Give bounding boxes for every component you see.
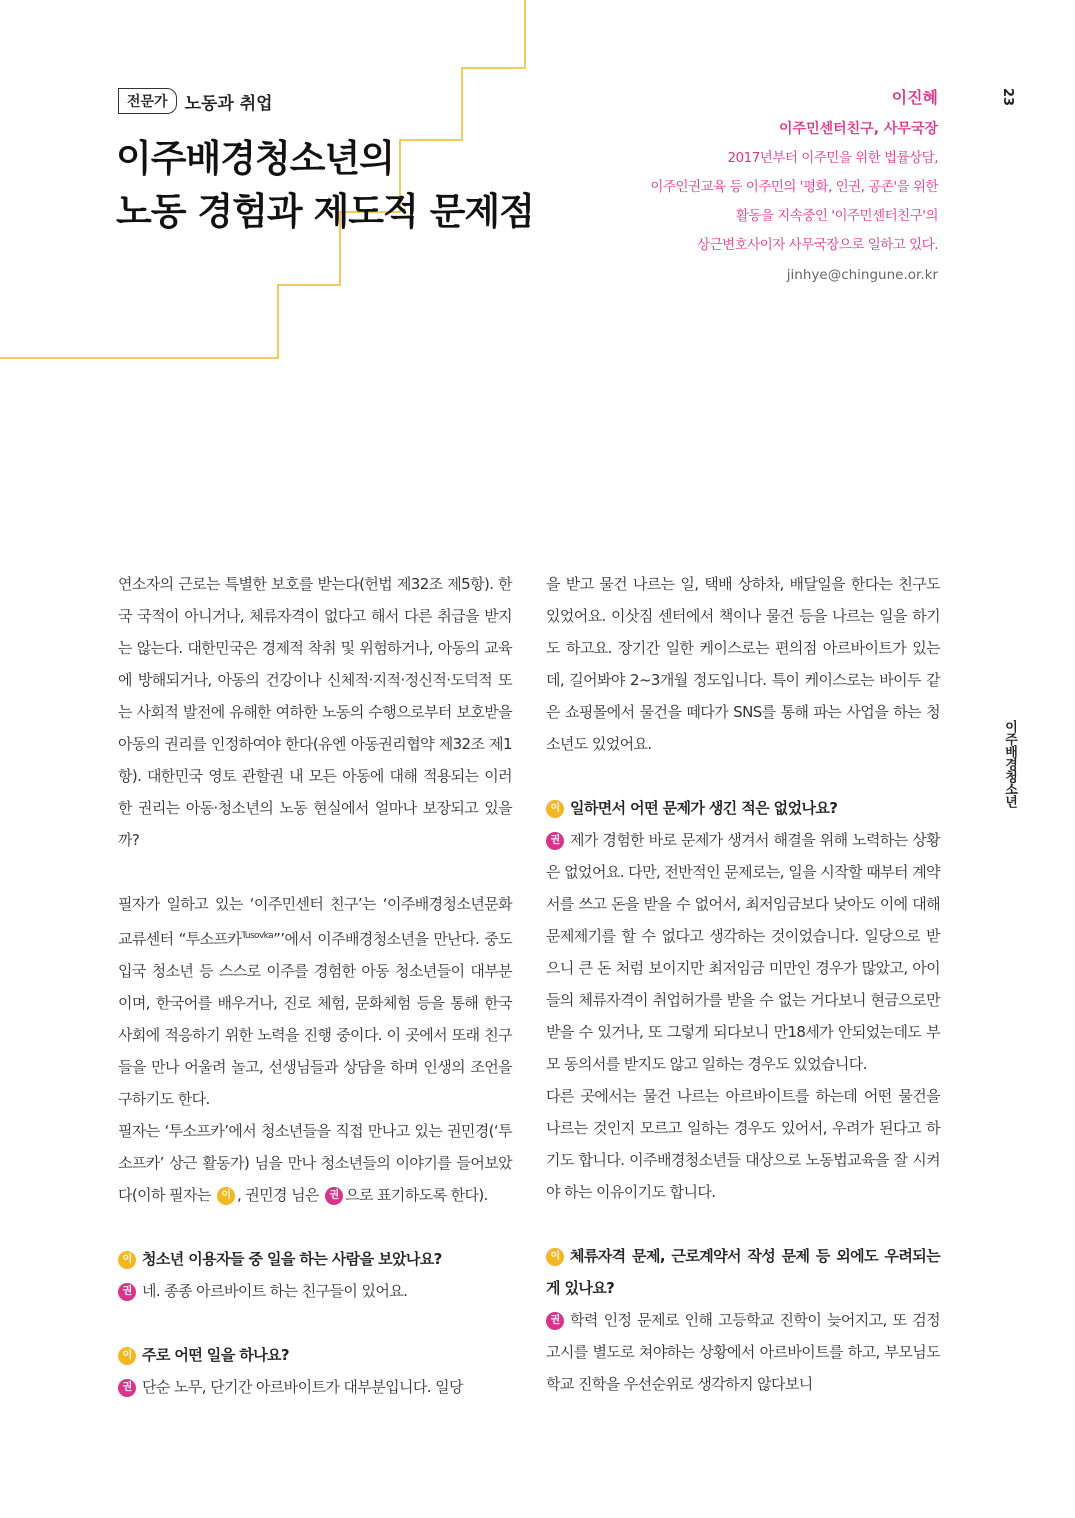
interviewer-badge-icon: 이: [546, 1248, 564, 1266]
article-title: [116, 132, 534, 238]
paragraph-text: 필자는 ‘투소프카’에서 청소년들을 직접 만나고 있는 권민경(‘투소프카’ 상근 활동가) 님을 만나 청소년들의 이야기를 들어보았다(이하 필자는: [118, 1122, 512, 1204]
interviewee-badge-icon: 권: [118, 1379, 136, 1397]
answer-2-continued: 을 받고 물건 나르는 일, 택배 상하차, 배달일을 한다는 친구도 있었어요. 이삿짐 센터에서 책이나 물건 등을 나르는 일을 하기도 하고요. 장기간 일한 케이스로는 편의점 아르바이트가 있는데, 길어봐야 2~3개월 정도입니다. 특이 케이스로는 바이두 같은 쇼핑몰에서 물건을 떼다가 SNS를 통해 파는 사업을 하는 청소년도 있었어요.: [546, 575, 940, 753]
paragraph-interview-intro: [118, 1115, 512, 1211]
category-title: 노동과 취업: [184, 93, 273, 114]
category-header: [118, 88, 273, 114]
interviewee-badge-icon: 권: [118, 1283, 136, 1301]
category-tag: 전문가: [118, 88, 177, 114]
interviewee-badge-icon: 권: [546, 832, 564, 850]
interviewee-badge-icon: 권: [546, 1312, 564, 1330]
answer-text: 단순 노무, 단기간 아르바이트가 대부분입니다. 일당: [142, 1378, 463, 1396]
paragraph-tusovka: [118, 888, 512, 1115]
interviewer-badge-icon: 이: [546, 800, 564, 818]
page-number: 23: [1000, 88, 1015, 107]
interviewer-badge-icon: 이: [118, 1251, 136, 1269]
answer-3: [546, 824, 940, 1080]
author-name: 이진혜: [891, 88, 938, 107]
question-text: 주로 어떤 일을 하나요?: [142, 1346, 289, 1364]
answer-text: 제가 경험한 바로 문제가 생겨서 해결을 위해 노력하는 상황은 없었어요. 다만, 전반적인 문제로는, 일을 시작할 때부터 계약서를 쓰고 돈을 받을 수 없어서, 최저임금보다 낮아도 이에 대해 문제제기를 할 수 없다고 생각하는 것이었습니다. 일당으로 받으니 큰 돈 처럼 보이지만 최저임금 미만인 경우가 많았고, 아이들의 체류자격이 취업허가를 받을 수 없는 거다보니 현금으로만 받을 수 있거나, 또 그렇게 되다보니 만18세가 안되었는데도 부모 동의서를 받지도 않고 일하는 경우도 있었습니다.: [546, 831, 940, 1073]
question-text: 청소년 이용자들 중 일을 하는 사람을 보았나요?: [142, 1250, 442, 1268]
interviewer-badge-icon: 이: [217, 1187, 235, 1205]
author-box: [578, 86, 938, 290]
intro-paragraph: 연소자의 근로는 특별한 보호를 받는다(헌법 제32조 제5항). 한국 국적이 아니거나, 체류자격이 없다고 해서 다른 취급을 받지는 않는다. 대한민국은 경제적 착취 및 위험하거나, 아동의 교육에 방해되거나, 아동의 건강이나 신체적·지적·정신적·도덕적 또는 사회적 발전에 유해한 여하한 노동의 수행으로부터 보호받을 아동의 권리를 인정하여야 한다(유엔 아동권리협약 제32조 제1항). 대한민국 영토 관할권 내 모든 아동에 대해 적용되는 이러한 권리는 아동·청소년의 노동 현실에서 얼마나 보장되고 있을까?: [118, 575, 512, 849]
right-column: [546, 568, 940, 1400]
left-column: [118, 568, 512, 1403]
question-text: 일하면서 어떤 문제가 생긴 적은 없었나요?: [570, 799, 838, 817]
author-bio-line: 상근변호사이자 사무국장으로 일하고 있다.: [697, 237, 938, 253]
paragraph-text: 필자가 일하고 있는 ‘이주민센터 친구’는 ‘이주배경청소년문화교류센터 “투소프카: [118, 895, 512, 948]
side-running-title: 이주배경청소년: [1002, 720, 1017, 808]
question-3: [546, 792, 940, 824]
paragraph-text: , 권민경 님은: [236, 1186, 319, 1204]
title-line-2: 노동 경험과 제도적 문제점: [116, 190, 534, 233]
paragraph-text: 으로 표기하도록 한다).: [345, 1186, 488, 1204]
title-line-1: 이주배경청소년의: [116, 137, 394, 180]
interviewer-badge-icon: 이: [118, 1347, 136, 1365]
answer-3-continued: 다른 곳에서는 물건 나르는 아르바이트를 하는데 어떤 물건을 나르는 것인지 모르고 일하는 경우도 있어서, 우려가 된다고 하기도 합니다. 이주배경청소년들 대상으로 노동법교육을 잘 시켜야 하는 이유이기도 합니다.: [546, 1087, 940, 1201]
interviewee-badge-icon: 권: [325, 1187, 343, 1205]
paragraph-text: ”’에서 이주배경청소년을 만난다. 중도입국 청소년 등 스스로 이주를 경험한 아동 청소년들이 대부분이며, 한국어를 배우거나, 진로 체험, 문화체험 등을 통해 한국 사회에 적응하기 위한 노력을 진행 중이다. 이 곳에서 또래 친구들을 만나 어울려 놀고, 선생님들과 상담을 하며 인생의 조언을 구하기도 한다.: [118, 930, 512, 1108]
author-bio-line: 활동을 지속중인 '이주민센터친구'의: [735, 208, 938, 224]
question-1: [118, 1243, 512, 1275]
answer-text: 네. 종종 아르바이트 하는 친구들이 있어요.: [142, 1282, 408, 1300]
answer-1: [118, 1275, 512, 1307]
answer-4: [546, 1304, 940, 1400]
answer-text: 학력 인정 문제로 인해 고등학교 진학이 늦어지고, 또 검정고시를 별도로 쳐야하는 상황에서 아르바이트를 하고, 부모님도 학교 진학을 우선순위로 생각하지 않다보니: [546, 1311, 940, 1393]
tusovka-superscript: Tusovka: [241, 931, 274, 941]
author-role: 이주민센터친구, 사무국장: [779, 121, 938, 137]
question-4: [546, 1240, 940, 1304]
answer-2: [118, 1371, 512, 1403]
question-text: 체류자격 문제, 근로계약서 작성 문제 등 외에도 우려되는 게 있나요?: [546, 1247, 940, 1297]
question-2: [118, 1339, 512, 1371]
author-bio-line: 이주인권교육 등 이주민의 '평화, 인권, 공존'을 위한: [650, 179, 938, 195]
author-bio-line: 2017년부터 이주민을 위한 법률상담,: [727, 150, 938, 166]
author-email: jinhye@chingune.or.kr: [786, 267, 938, 283]
